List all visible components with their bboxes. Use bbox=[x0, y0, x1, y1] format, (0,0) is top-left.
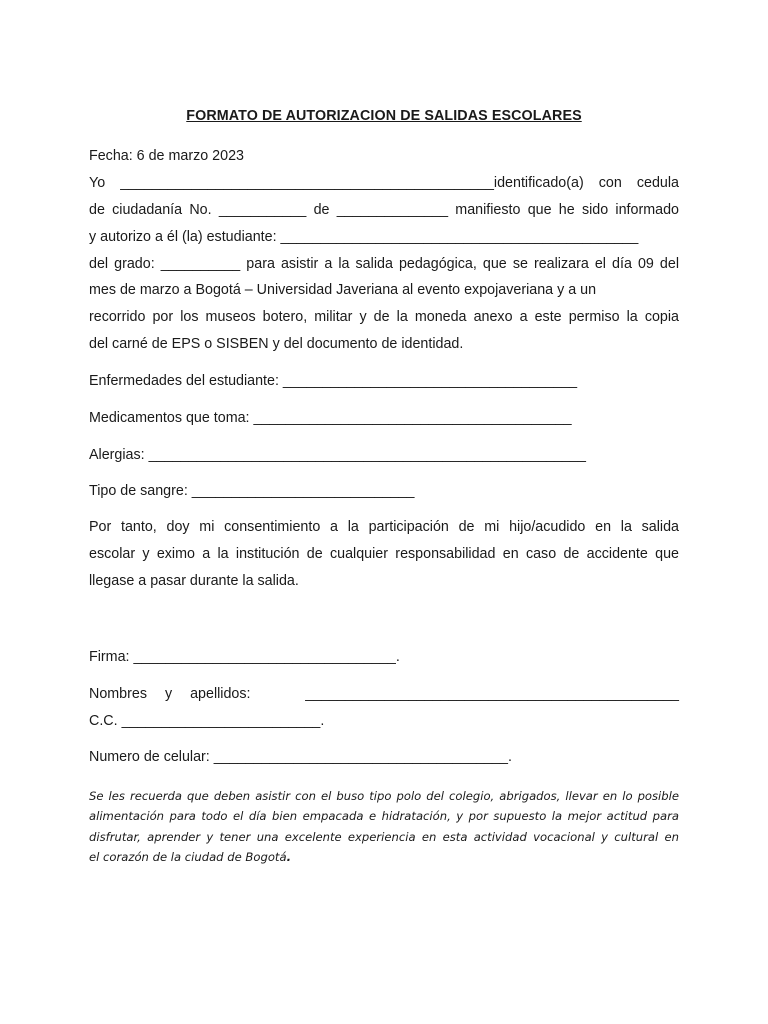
names-blank: _______________________________________________ bbox=[305, 686, 679, 702]
paragraph-line-1: Yo _______________________________________________identificado(a) con cedula bbox=[89, 175, 679, 191]
paragraph-line-3: y autorizo a él (la) estudiante: _____________________________________________ bbox=[89, 229, 639, 245]
note-line-3: disfrutar, aprender y tener una excelente experiencia en esta actividad vocacional y cultural en bbox=[89, 829, 679, 844]
consent-line-2: escolar y eximo a la institución de cualquier responsabilidad en caso de accidente que bbox=[89, 546, 679, 562]
consent-line-1: Por tanto, doy mi consentimiento a la participación de mi hijo/acudido en la salida bbox=[89, 519, 679, 535]
illnesses-field: Enfermedades del estudiante: _____________________________________ bbox=[89, 373, 578, 389]
blood-type-field: Tipo de sangre: ____________________________ bbox=[89, 483, 415, 499]
id-field: C.C. _________________________. bbox=[89, 713, 325, 729]
paragraph-line-7: del carné de EPS o SISBEN y del documento de identidad. bbox=[89, 336, 464, 352]
consent-line-3: llegase a pasar durante la salida. bbox=[89, 573, 299, 589]
date-line: Fecha: 6 de marzo 2023 bbox=[89, 148, 244, 164]
paragraph-line-6: recorrido por los museos botero, militar y de la moneda anexo a este permiso la copia bbox=[89, 309, 679, 325]
medications-field: Medicamentos que toma: ________________________________________ bbox=[89, 410, 572, 426]
note-line-2: alimentación para todo el día bien empacada e hidratación, y por supuesto la mejor actitud para bbox=[89, 809, 679, 824]
note-end: . bbox=[286, 849, 291, 864]
phone-field: Numero de celular: _____________________________________. bbox=[89, 749, 512, 765]
paragraph-line-2: de ciudadanía No. ___________ de ______________ manifiesto que he sido informado bbox=[89, 202, 679, 218]
note-line-4-text: el corazón de la ciudad de Bogotá bbox=[89, 849, 287, 864]
note-line-1: Se les recuerda que deben asistir con el buso tipo polo del colegio, abrigados, llevar en lo posible bbox=[89, 789, 679, 803]
allergies-field: Alergias: _______________________________________________________ bbox=[89, 447, 586, 463]
names-label: Nombres y apellidos: bbox=[89, 686, 251, 702]
form-title: FORMATO DE AUTORIZACION DE SALIDAS ESCOLARES bbox=[186, 108, 582, 124]
reminder-note bbox=[89, 786, 679, 867]
names-field bbox=[89, 684, 679, 704]
paragraph-line-4: del grado: __________ para asistir a la salida pedagógica, que se realizara el día 09 del bbox=[89, 256, 679, 272]
note-line-4 bbox=[89, 847, 679, 867]
signature-field: Firma: _________________________________. bbox=[89, 649, 400, 665]
paragraph-line-5: mes de marzo a Bogotá – Universidad Javeriana al evento expojaveriana y a un bbox=[89, 282, 597, 298]
